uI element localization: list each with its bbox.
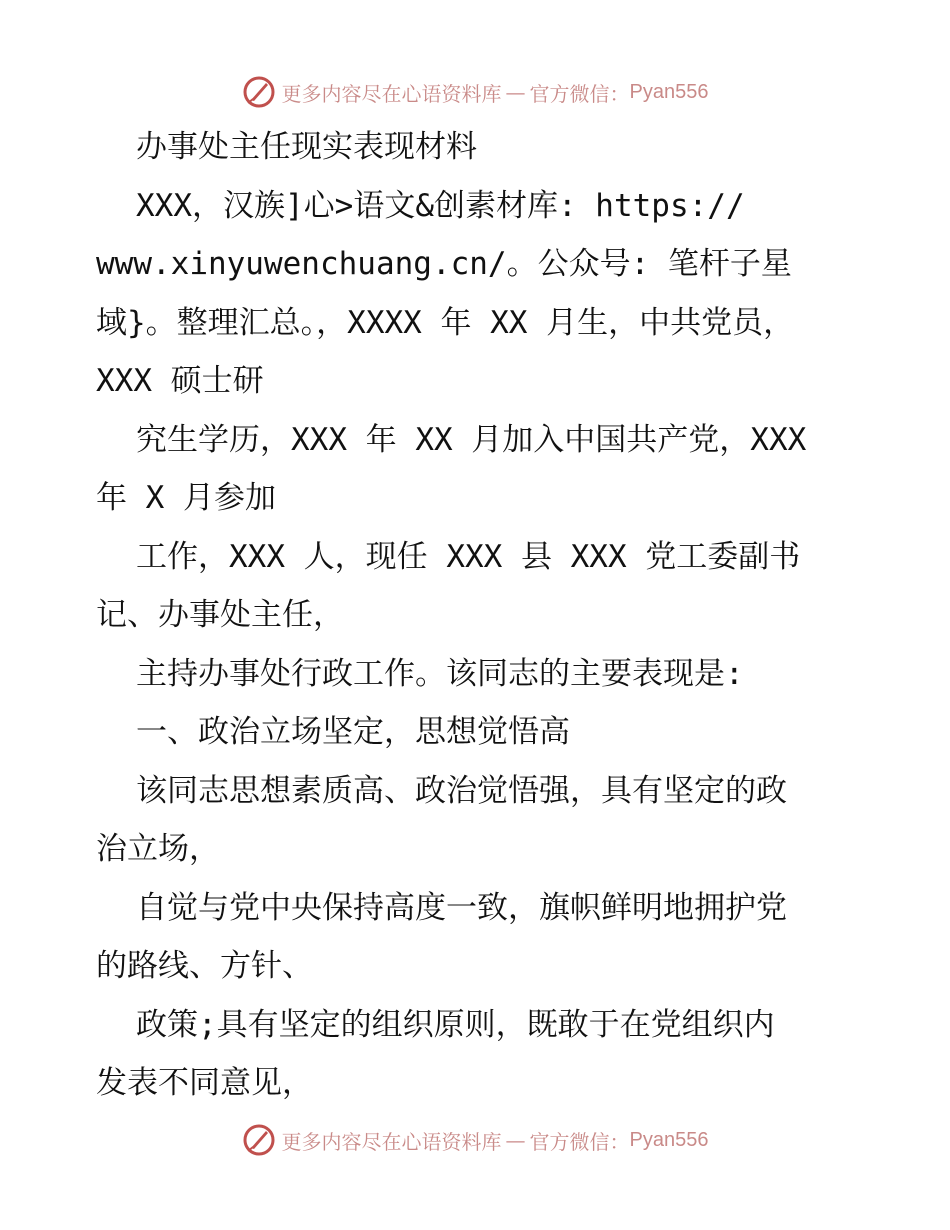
banner-wechat-label: 官方微信：	[529, 1129, 630, 1154]
quill-logo-icon	[242, 1123, 276, 1157]
text-line: 主持办事处行政工作。该同志的主要表现是:	[136, 655, 744, 692]
text-line: 治立场，	[96, 831, 220, 867]
banner-separator: —	[505, 80, 526, 104]
text-line: 工作，XXX 人，现任 XXX 县 XXX 党工委副书	[136, 538, 801, 575]
banner-wechat-label: 官方微信：	[529, 81, 630, 106]
text-line: 究生学历，XXX 年 XX 月加入中国共产党，XXX	[136, 421, 807, 458]
text-line: XXX，汉族]心>语文&创素材库: https://	[136, 187, 745, 224]
text-line: 记、办事处主任，	[96, 597, 344, 633]
document-title: 办事处主任现实表现材料	[136, 129, 477, 165]
banner-wechat-id: Pyan556	[629, 1128, 709, 1151]
text-line: XXX 硕士研	[96, 363, 264, 399]
section-heading: 一、政治立场坚定，思想觉悟高	[136, 714, 570, 750]
text-line: www.xinyuwenchuang.cn/。公众号: 笔杆子星	[96, 246, 792, 282]
text-line: 该同志思想素质高、政治觉悟强，具有坚定的政	[136, 772, 787, 809]
text-line: 政策;具有坚定的组织原则，既敢于在党组织内	[136, 1006, 775, 1043]
banner-text: 更多内容尽在心语资料库	[281, 1129, 502, 1154]
banner-text: 更多内容尽在心语资料库	[281, 81, 502, 106]
text-line: 发表不同意见，	[96, 1065, 313, 1101]
footer-banner	[0, 1120, 950, 1160]
text-line: 年 X 月参加	[96, 480, 276, 516]
text-line: 的路线、方针、	[96, 948, 313, 984]
quill-logo-icon	[242, 75, 276, 109]
banner-separator: —	[505, 1128, 526, 1152]
banner-wechat-id: Pyan556	[629, 80, 709, 103]
header-banner	[0, 72, 950, 112]
text-line: 自觉与党中央保持高度一致，旗帜鲜明地拥护党	[136, 889, 787, 926]
text-line: 域}。整理汇总。，XXXX 年 XX 月生，中共党员，	[96, 304, 795, 341]
document-body	[96, 118, 856, 1113]
